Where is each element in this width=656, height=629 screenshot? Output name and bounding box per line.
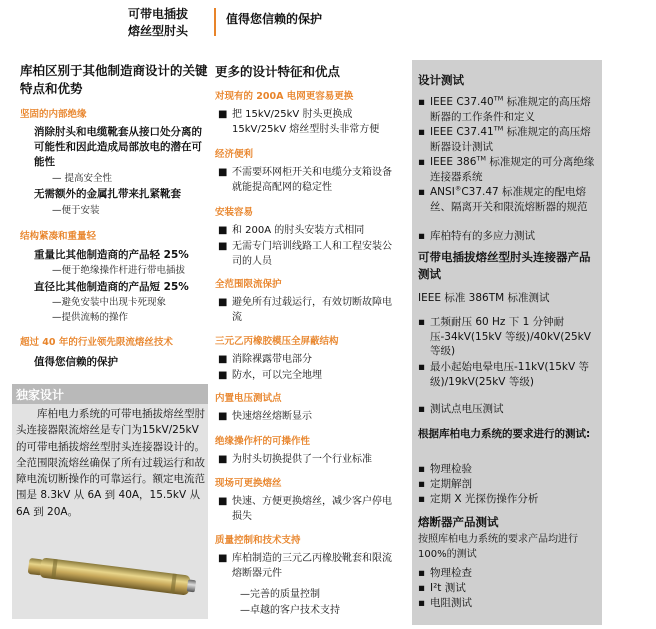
col3-h4: 熔断器产品测试 — [418, 515, 499, 529]
col2-h7: 绝缘操作杆的可操作性 — [215, 436, 311, 447]
col1-s3-heading: 超过 40 年的行业领先限流熔丝技术 — [20, 337, 173, 348]
col3-v1: ▪ 物理检验 — [418, 463, 472, 475]
col3-v3: ▪ 定期 X 光探伤操作分析 — [418, 493, 539, 505]
bullet-icon: ▪ — [418, 230, 426, 242]
col2-h9: 质量控制和技术支持 — [215, 535, 301, 546]
bullet-icon: ▪ — [418, 156, 426, 168]
col1-s2-text2: 直径比其他制造商的产品短 25% — [34, 281, 189, 293]
col3-item1: ▪ IEEE C37.40™ 标准规定的高压熔断器的工作条件和定义 — [418, 94, 591, 123]
col2-item5b: ■ 防水，可以完全地埋 — [218, 370, 322, 381]
bullet-icon: ▪ — [418, 316, 426, 328]
bullet-icon: ▪ — [418, 403, 426, 415]
bullet-icon: ■ — [218, 553, 228, 564]
col1-s2-text1: 重量比其他制造商的产品轻 25% — [34, 249, 189, 261]
bullet-icon: ▪ — [418, 597, 426, 609]
bullet-icon: ■ — [218, 241, 228, 252]
bullet-icon: ▪ — [418, 478, 426, 490]
bullet-icon: ■ — [218, 370, 228, 381]
bullet-icon: ▪ — [418, 463, 426, 475]
col2-h8: 现场可更换熔丝 — [215, 478, 282, 489]
col2-h6: 内置电压测试点 — [215, 393, 282, 404]
col1-s2-note2a: —避免安装中出现卡死现象 — [52, 297, 167, 308]
col1-s1-text2: 无需额外的金属扎带来扎紧靴套 — [34, 188, 181, 200]
col1-s2-heading: 结构紧凑和重量轻 — [20, 231, 97, 242]
col1-s2-note2b: —提供流畅的操作 — [52, 312, 129, 323]
col2-title: 更多的设计特征和优点 — [215, 64, 341, 79]
bullet-icon: ▪ — [418, 361, 426, 373]
bullet-icon: ▪ — [418, 96, 426, 108]
bullet-icon: ■ — [218, 411, 228, 422]
col2-note9a: —完善的质量控制 — [240, 589, 320, 600]
col2-item9: ■ 库柏制造的三元乙丙橡胶靴套和限流熔断器元件 — [218, 553, 392, 579]
col1-s3-text: 值得您信赖的保护 — [34, 356, 118, 368]
col3-item3: ▪ IEEE 386™ 标准规定的可分离绝缘连接器系统 — [418, 154, 595, 183]
col3-v2: ▪ 定期解剖 — [418, 478, 472, 490]
bullet-icon: ▪ — [418, 582, 426, 594]
col2-item3b: ■ 无需专门培训线路工人和工程安装公司的人员 — [218, 241, 392, 267]
col3-h3: 根据库柏电力系统的要求进行的测试: — [418, 428, 591, 440]
col2-item7: ■ 为肘头切换提供了一个行业标准 — [218, 454, 372, 465]
col1-title: 库柏区别于其他制造商设计的关键特点和优势 — [20, 63, 208, 96]
bullet-icon: ▪ — [418, 126, 426, 138]
col1-s1-text1: 消除肘头和电缆靴套从接口处分离的可能性和因此造成局部放电的潜在可能性 — [34, 126, 202, 168]
fuse-image — [22, 556, 200, 596]
col3-h2-sub: IEEE 标准 386TM 标准测试 — [418, 292, 550, 304]
bullet-icon: ■ — [218, 225, 228, 236]
header-divider — [214, 8, 216, 36]
bullet-icon: ■ — [218, 167, 228, 178]
col3-h2: 可带电插拔熔丝型肘头连接器产品测试 — [418, 250, 591, 281]
col2-item1: ■ 把 15kV/25kV 肘头更换成 15kV/25kV 熔丝型肘头非常方便 — [218, 109, 380, 135]
col3-u2: ▪ 最小起始电晕电压-11kV(15kV 等级)/19kV(25kV 等级) — [418, 361, 589, 388]
col2-item4: ■ 避免所有过载运行，有效切断故障电流 — [218, 297, 392, 323]
col3-item4: ▪ ANSI®C37.47 标准规定的配电熔丝、隔离开关和限流熔断器的规范 — [418, 184, 588, 213]
bullet-icon: ▪ — [418, 567, 426, 579]
col3-h4-sub: 按照库柏电力系统的要求产品均进行 100%的测试 — [418, 534, 578, 560]
bullet-icon: ■ — [218, 354, 228, 365]
bullet-icon: ▪ — [418, 493, 426, 505]
bullet-icon: ■ — [218, 454, 228, 465]
bullet-icon: ■ — [218, 297, 228, 308]
col2-h2: 经济便利 — [215, 149, 254, 160]
col3-w2: ▪ I²t 测试 — [418, 582, 466, 594]
col2-item5a: ■ 消除裸露带电部分 — [218, 354, 312, 365]
exclusive-design-text: 库柏电力系统的可带电插拔熔丝型肘头连接器限流熔丝是专门为15kV/25kV 的可带电插拔熔丝型肘头连接器设计的。全范围限流熔丝确保了所有过载运行和故障电流切断操作的可靠运行。额定电流范围是 8.3kV 从 6A 到 40A，15.5kV 从6A 到 20A。 — [16, 408, 205, 518]
col2-item6: ■ 快速熔丝熔断显示 — [218, 411, 312, 422]
header-tagline: 值得您信赖的保护 — [226, 12, 323, 26]
header-title-line1: 可带电插拔 — [128, 7, 189, 21]
col1-s1-heading: 坚固的内部绝缘 — [20, 109, 87, 120]
col2-item2: ■ 不需要环网柜开关和电缆分支箱设备就能提高配网的稳定性 — [218, 167, 392, 193]
col1-s1-note2: —便于安装 — [52, 205, 100, 216]
col3-item5: ▪ 库柏特有的多应力测试 — [418, 230, 535, 242]
col1-s2-note1: —便于绝缘操作杆进行带电插拔 — [52, 265, 186, 276]
bullet-icon: ■ — [218, 496, 228, 507]
header-title — [128, 6, 238, 40]
col2-note9b: —卓越的客户技术支持 — [240, 605, 340, 616]
col1-s1-note1: — 提高安全性 — [52, 173, 113, 184]
col2-h1: 对现有的 200A 电网更容易更换 — [215, 91, 354, 102]
col3-item2: ▪ IEEE C37.41™ 标准规定的高压熔断器设计测试 — [418, 124, 591, 153]
col3-u1: ▪ 工频耐压 60 Hz 下 1 分钟耐压-34kV(15kV 等级)/40kV(25kV 等级) — [418, 316, 591, 358]
col2-item3a: ■ 和 200A 的肘头安装方式相同 — [218, 225, 365, 236]
col2-item8: ■ 快速、方便更换熔丝，减少客户停电损失 — [218, 496, 392, 522]
header-title-line2: 熔丝型肘头 — [128, 24, 189, 38]
col2-h3: 安装容易 — [215, 207, 254, 218]
bullet-icon: ▪ — [418, 186, 426, 198]
col2-h5: 三元乙丙橡胶模压全屏蔽结构 — [215, 336, 339, 347]
col3-h1: 设计测试 — [418, 73, 464, 87]
bullet-icon: ■ — [218, 109, 228, 120]
col3-w3: ▪ 电阻测试 — [418, 597, 472, 609]
col3-w1: ▪ 物理检查 — [418, 567, 472, 579]
col2-h4: 全范围限流保护 — [215, 279, 282, 290]
exclusive-design-heading: 独家设计 — [12, 384, 208, 404]
col3-u3: ▪ 测试点电压测试 — [418, 403, 504, 415]
